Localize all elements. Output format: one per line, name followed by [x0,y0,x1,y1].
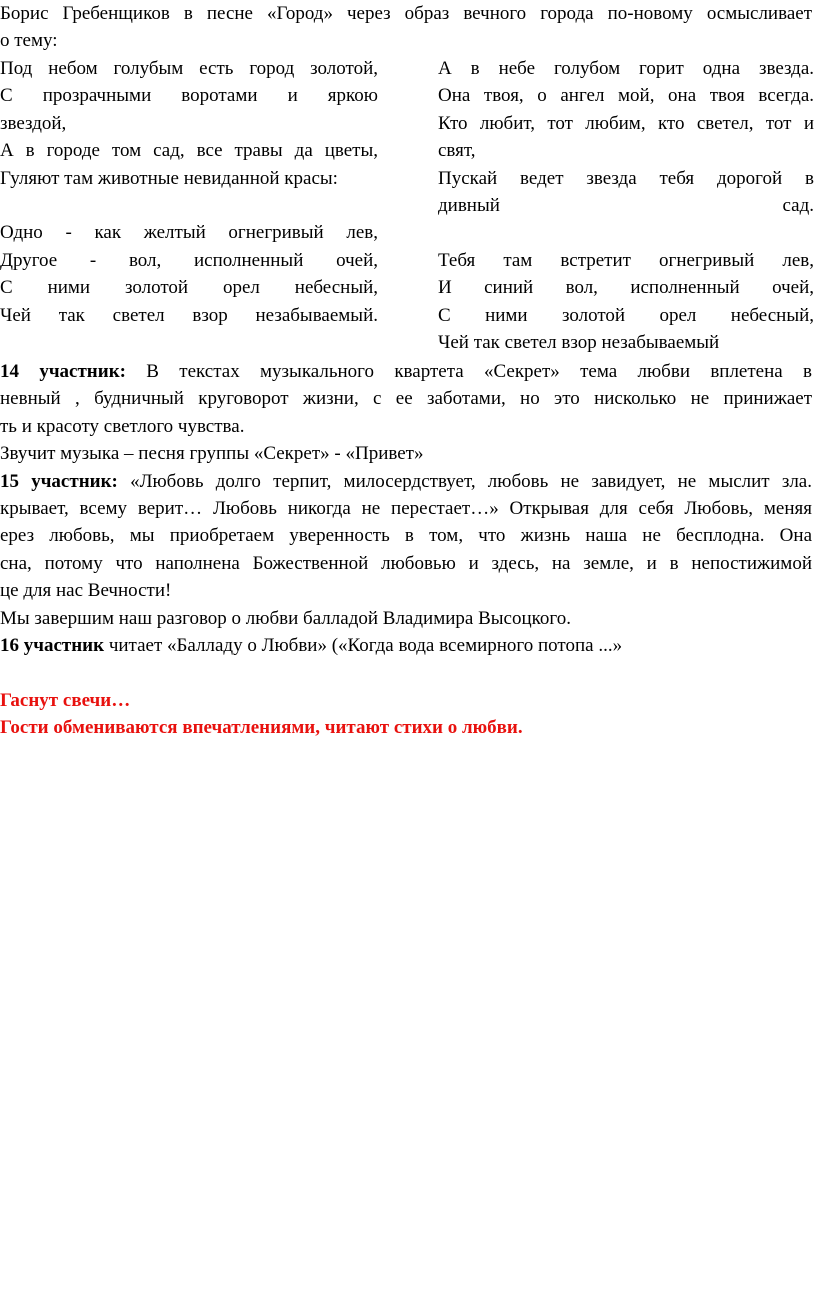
p14-label: 14 участник: [0,361,126,382]
intro-line-1: Борис Гребенщиков в песне «Город» через образ вечного города по-новому осмысливает [0,3,812,24]
p16-label: 16 участник [0,635,105,657]
poem-left-line: Чей так светел взор незабываемый. [0,304,378,326]
poem-right-line: Пускай ведет звезда тебя дорогой в [438,167,814,189]
poem-left-line: С ними золотой орел небесный, [0,277,378,299]
intro-paragraph [0,0,812,55]
stage-direction-guests: Гости обмениваются впечатлениями, читают стихи о любви. [0,717,523,739]
poem-right-line: дивный сад. [438,195,814,217]
stage-direction-candles: Гаснут свечи… [0,689,131,711]
poem-left-column [0,55,378,329]
p14-line-2: невный , будничный круговорот жизни, с ее заботами, но это нисколько не принижает [0,388,812,410]
poem-right-column [438,55,814,356]
poem-left-line: Другое - вол, исполненный очей, [0,249,378,271]
p15-line-5: це для нас Вечности! [0,580,172,602]
p16-line [0,632,812,659]
poem-left-line: звездой, [0,112,67,134]
p15-line-2: крывает, всему верит… Любовь никогда не перестает…» Открывая для себя Любовь, меняя [0,498,812,520]
poem-left-blank [0,192,378,219]
closing-line: Мы завершим наш разговор о любви балладой Владимира Высоцкого. [0,607,571,629]
poem-right-line: А в небе голубом горит одна звезда. [438,58,814,79]
p15-label: 15 участник: [0,470,118,492]
body-text [0,358,816,742]
intro-line-2: о тему: [0,30,58,52]
p15-line-3: ерез любовь, мы приобретаем уверенность в том, что жизнь наша не бесплодна. Она [0,525,812,547]
p15-line-4: сна, потому что наполнена Божественной любовью и здесь, на земле, и в непостижимой [0,552,812,574]
poem-right-line: Тебя там встретит огнегривый лев, [438,249,814,271]
poem-right-line: свят, [438,140,476,162]
poem-right-line: Кто любит, тот любим, кто светел, тот и [438,112,814,134]
p14-text: В текстах музыкального квартета «Секрет» тема любви вплетена в [125,361,812,382]
poem-left-line: С прозрачными воротами и яркою [0,85,378,107]
spacer [0,659,816,686]
poem-right-line: И синий вол, исполненный очей, [438,277,814,299]
p15-line-1 [0,468,812,495]
poem-left-line: А в городе том сад, все травы да цветы, [0,140,378,162]
music-line: Звучит музыка – песня группы «Секрет» - «Привет» [0,443,424,465]
poem-right-blank [438,219,814,246]
poem-right-line: Чей так светел взор незабываемый [438,332,720,354]
poem-right-line: С ними золотой орел небесный, [438,304,814,326]
p14-line-3: ть и красоту светлого чувства. [0,415,245,437]
p15-text: «Любовь долго терпит, милосердствует, любовь не завидует, не мыслит зла. [117,470,812,492]
poem-left-line: Под небом голубым есть город золотой, [0,58,378,79]
p14-line-1 [0,358,812,385]
p16-text: читает «Балладу о Любви» («Когда вода всемирного потопа ...» [104,635,623,657]
poem-left-line: Одно - как желтый огнегривый лев, [0,222,378,244]
poem-left-line: Гуляют там животные невиданной красы: [0,167,338,189]
poem-right-line: Она твоя, о ангел мой, она твоя всегда. [438,85,814,107]
